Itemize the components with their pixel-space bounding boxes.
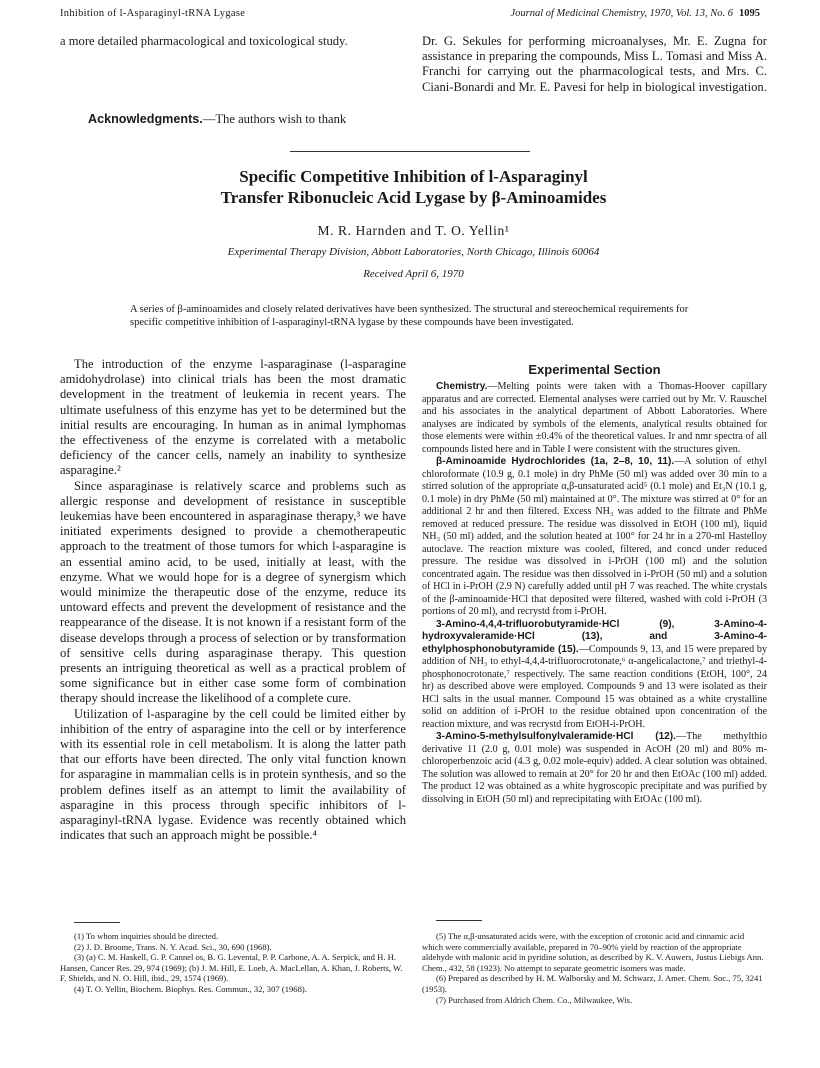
affiliation: Experimental Therapy Division, Abbott Laboratories, North Chicago, Illinois 60064 xyxy=(227,246,600,258)
procedure-text-1: —A solution of ethyl chloroformate (10.9 g, 0.1 mole) in dry PhMe (50 ml) was added over 30 min to a stirred solution of the appropriate α,β-unsaturated acid⁵ (0.1 mole) and Et₃N (10.1 g, 0.1 mole) in dry PhMe (50 ml) maintained at 0°. The mixture was stirred at 0° for an additional 2 hr and then filtered. Excess NH₃ was added to the filtrate and PhMe removed at reduced pressure. The residue was dissolved in EtOH (100 ml), liquid NH₃ (50 ml) added, and the solution heated at 100° for 24 hr in a 270-ml Hastelloy autoclave. The reaction mixture was cooled, filtered, and concd under reduced pressure. The residue was dissolved in i-PrOH (100 ml) and the solution concentrated again. The residue was then dissolved in i-PrOH (50 ml) and a solution of HCl in i-PrOH (2.9 N) carefully added until pH 7 was reached. The white crystals of the β-aminoamide·HCl that deposited were filtered, washed with cold i-PrOH (3 portions of 20 ml), and recrystd from i-PrOH. xyxy=(422,456,768,617)
footnote: (5) The α,β-unsaturated acids were, with the exception of crotonic acid and cinnamic acid which were commercially available, prepared in 70–90% yield by reaction of the appropriate aldehyde with malonic acid in pyridine solution, as described by K. V. Auwers, Justus Liebigs Ann. Chem., 432, 58 (1923). No attempt to separate geometric isomers was made. xyxy=(422,931,764,973)
journal-citation xyxy=(510,8,760,19)
ack-label: Acknowledgments. xyxy=(88,112,203,126)
authors: M. R. Harnden and T. O. Yellin¹ xyxy=(317,223,510,238)
ack-continuation: Dr. G. Sekules for performing microanalyses, Mr. E. Zugna for assistance in preparing the compounds, Miss L. Tomasi and Miss A. Franchi for carrying out the pharmacological tests, and Mrs. C. Ciani-Bonardi and Mr. E. Pavesi for help in biological investigation. xyxy=(422,34,767,94)
procedure-paragraph-2 xyxy=(422,619,767,732)
journal-name: Journal of Medicinal Chemistry, 1970, Vol. 13, No. 6 xyxy=(510,8,733,19)
separator-rule xyxy=(290,151,530,152)
procedure-text-3: —The methylthio derivative 11 (2.0 g, 0.01 mole) was suspended in AcOH (20 ml) and 80% m-chloroperbenzoic acid (4.3 g, 0.02 mole-equiv) added. A clear solution was obtained. The solution was allowed to remain at 20° for 20 hr and then EtOAc (100 ml) added. The product 12 was obtained as a white hygroscopic precipitate and was purified by dissolving in EtOH (50 ml) and reprecipitating with EtOAc (100 ml). xyxy=(422,731,767,805)
footnote-rule-right xyxy=(436,920,482,921)
intro-paragraph-1: The introduction of the enzyme l-asparaginase (l-asparagine amidohydrolase) into clinical trials has been the most dramatic development in the treatment of leukemia in recent years. The ultimate usefulness of this enzyme has yet to be determined but the initial results are encouraging. In human as in animal lymphomas the effectiveness of the enzyme is correlated with a metabolic deficiency of the cancer cells, namely an inability to synthesize asparagine.² xyxy=(60,357,406,478)
section-heading: Experimental Section xyxy=(528,362,661,377)
procedure-label-3: 3-Amino-5-methylsulfonylvaleramide·HCl (12). xyxy=(436,731,676,742)
article-title xyxy=(60,166,767,208)
intro-paragraph-3: Utilization of l-asparagine by the cell could be limited either by inhibition of the entry of asparagine into the cell or by interference with its essential role in cell metabolism. It is along the latter path that our efforts have been directed. The only vital function known for asparagine in mammalian cells is in protein synthesis, and so the problem defines itself as an attempt to limit the availability of asparagine in this process through specific inhibitors of l-asparaginyl-tRNA lygase. Evidence was recently obtained which indicates that such an approach might be possible.⁴ xyxy=(60,706,406,843)
procedure-paragraph-1 xyxy=(422,456,767,619)
chemistry-text: —Melting points were taken with a Thomas-Hoover capillary apparatus and are corrected. Elemental analyses were carried out by Mr. V. Rauschel and his associates in the analytical department of Abbott Laboratories. Where analyses are indicated by symbols of the elements, analytical results obtained for those elements were within ±0.4% of the theoretical values. Ir and nmr spectra of all compounds listed here and in Table I were consistent with the structures given. xyxy=(422,381,767,455)
prev-article-text: a more detailed pharmacological and toxicological study. xyxy=(60,34,348,48)
intro-paragraph-2: Since asparaginase is relatively scarce and problems such as allergic response and development of resistance in susceptible leukemias have been encountered in asparaginase therapy,³ we have initiated experiments designed to provide a chemotherapeutic approach to the treatment of those tumors for which l-asparagine is an essential amino acid, to be used, initially at least, with the enzyme. What we would hope for is a degree of synergism which would minimize the therapeutic dose of the enzyme, reduce its untoward effects and prevent the development of resistance and the reappearance of the disease. It is not known if a resistant form of the disease develops through a process of selection or by transformation of sensitive cells during asparaginase therapy. This question presents an intriguing theoretical as well as a practical problem of some significance but in either case some form of combination therapy should increase the likelihood of a complete cure. xyxy=(60,478,406,706)
footnotes-left xyxy=(60,931,406,995)
procedure-paragraph-3 xyxy=(422,731,767,806)
running-title: Inhibition of l-Asparaginyl-tRNA Lygase xyxy=(60,8,246,19)
procedure-label-2: 3-Amino-4,4,4-trifluorobutyramide·HCl (9), 3-Amino-4-hydroxyvaleramide·HCl (13), and 3-Amino-4-ethylphosphonobutyramide (15). xyxy=(422,618,767,655)
title-line-1: Specific Competitive Inhibition of l-Asparaginyl xyxy=(239,167,588,186)
acknowledgments xyxy=(60,112,406,127)
abstract: A series of β-aminoamides and closely related derivatives have been synthesized. The structural and stereochemical requirements for specific competitive inhibition of l-asparaginyl-tRNA lygase by these compounds have been investigated. xyxy=(130,304,689,328)
footnotes-right xyxy=(422,931,767,1005)
footnote: (3) (a) C. M. Haskell, G. P. Cannel os, B. G. Levental, P. P. Carbone, A. A. Serpick, and H. H. Hansen, Cancer Res. 29, 974 (1969); (b) J. M. Hill, E. Loeb, A. MacLellan, A. Khan, J. Roberts, W. F. Shields, and N. O. Hill, ibid., 29, 1574 (1969). xyxy=(60,952,403,984)
page-number: 1095 xyxy=(739,8,760,19)
procedure-label-1: β-Aminoamide Hydrochlorides (1a, 2–8, 10, 11). xyxy=(436,456,675,467)
footnote: (6) Prepared as described by H. M. Walborsky and M. Schwarz, J. Amer. Chem. Soc., 75, 3241 (1953). xyxy=(422,973,763,994)
procedure-text-2: —Compounds 9, 13, and 15 were prepared by addition of NH₃ to ethyl-4,4,4-trifluorocrotonate,⁶ α-angelicalactone,⁷ and triethyl-4-phosphonocrotonate,⁷ respectively. The same reaction conditions (EtOH, 100°, 24 hr) as described above were employed. Compounds 9 and 13 were isolated as their HCl salts in the usual manner. Compound 15 was obtained as a white crystalline solid on addition of i-PrOH to the residue obtained upon concentration of the reaction mixture, and was recrystd from EtOH-i-PrOH. xyxy=(422,643,767,730)
ack-text-left: —The authors wish to thank xyxy=(202,112,347,126)
footnote: (2) J. D. Broome, Trans. N. Y. Acad. Sci., 30, 690 (1968). xyxy=(74,941,272,952)
chemistry-label: Chemistry. xyxy=(436,381,488,392)
footnote: (1) To whom inquiries should be directed. xyxy=(74,931,219,941)
right-column-body xyxy=(422,381,767,806)
footnote: (4) T. O. Yellin, Biochem. Biophys. Res. Commun., 32, 307 (1968). xyxy=(74,983,307,994)
left-column-body xyxy=(60,357,406,844)
received-date: Received April 6, 1970 xyxy=(363,268,464,280)
title-line-2: Transfer Ribonucleic Acid Lygase by β-Aminoamides xyxy=(220,188,607,207)
chemistry-paragraph xyxy=(422,381,767,456)
footnote-rule-left xyxy=(74,922,120,923)
footnote: (7) Purchased from Aldrich Chem. Co., Milwaukee, Wis. xyxy=(436,994,633,1005)
